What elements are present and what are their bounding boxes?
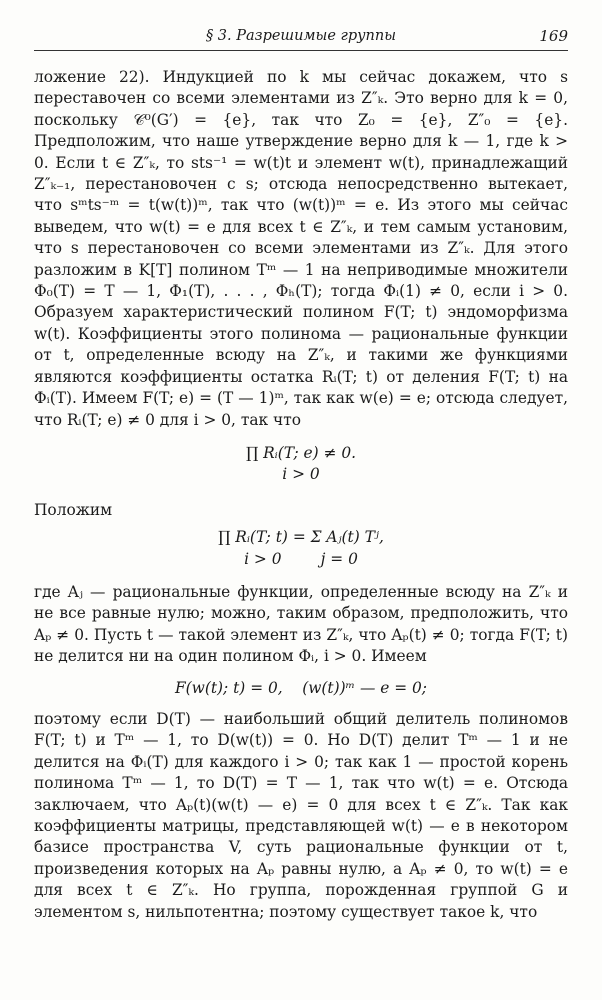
label-polozhim: Положим bbox=[34, 500, 113, 519]
paragraph-2: где Aⱼ — рациональные функции, определенные всюду на Z″ₖ и не все равные нулю; можно, таким образом, предположить, что Aₚ ≠ 0. Пусть t — такой элемент из Z″ₖ, что Aₚ(t) ≠ 0; тогда F(T; t) не делится ни на один полином Φᵢ, i > 0. Имеем bbox=[34, 582, 568, 666]
page-number: 169 bbox=[539, 27, 568, 45]
running-header bbox=[34, 20, 568, 50]
paragraph-3: поэтому если D(T) — наибольший общий делитель полиномов F(T; t) и Tᵐ — 1, то D(w(t)) = 0. Но D(T) делит Tᵐ — 1 и не делится на Φᵢ(T) для каждого i > 0; так как 1 — простой корень полинома Tᵐ — 1, то D(T) = T — 1, так что w(t) = e. Отсюда заключаем, что Aₚ(t)(w(t) — e) = 0 для всех t ∈ Z″ₖ. Так как коэффициенты матрицы, представляющей w(t) — e в некотором базисе пространства V, суть рациональные функции от t, произведения которых на Aₚ равны нулю, а Aₚ ≠ 0, то w(t) = e для всех t ∈ Z″ₖ. Но группа, порожденная группой G и элементом s, нильпотентна; поэтому существует такое k, что bbox=[34, 709, 568, 921]
formula-product-nonzero: ∏ Rᵢ(T; e) ≠ 0. i > 0 bbox=[245, 443, 357, 484]
section-title: § 3. Разрешимые группы bbox=[205, 28, 397, 44]
paragraph-1: ложение 22). Индукцией по k мы сейчас докажем, что s переставочен со всеми элементами из Z″ₖ. Это верно для k = 0, поскольку 𝒞⁰(G′) = {e}, так что Z₀ = {e}, Z″₀ = {e}. Предположим, что наше утверждение верно для k — 1, где k > 0. Если t ∈ Z″ₖ, то sts⁻¹ = w(t)t и элемент w(t), принадлежащий Z″ₖ₋₁, перестановочен с s; отсюда непосредственно вытекает, что sᵐts⁻ᵐ = t(w(t))ᵐ, так что (w(t))ᵐ = e. Из этого мы сейчас выведем, что w(t) = e для всех t ∈ Z″ₖ, и тем самым установим, что s перестановочен со всеми элементами из Z″ₖ. Для этого разложим в K[T] полином Tᵐ — 1 на неприводимые множители Φ₀(T) = T — 1, Φ₁(T), . . . , Φₕ(T); тогда Φᵢ(1) ≠ 0, если i > 0. Образуем характеристический полином F(T; t) эндоморфизма w(t). Коэффициенты этого полинома — рациональные функции от t, определенные всюду на Z″ₖ, и такими же функциями являются коэффициенты остатка Rᵢ(T; t) от деления F(T; t) на Φᵢ(T). Имеем F(T; e) = (T — 1)ᵐ, так как w(e) = e; отсюда следует, что Rᵢ(T; e) ≠ 0 для i > 0, так что bbox=[34, 68, 568, 429]
book-page bbox=[34, 20, 568, 980]
page-body bbox=[34, 67, 568, 923]
formula-w-equations: F(w(t); t) = 0, (w(t))ᵐ — e = 0; bbox=[174, 678, 427, 697]
header-rule bbox=[34, 50, 568, 51]
formula-product-sum: ∏ Rᵢ(T; t) = Σ Aⱼ(t) Tʲ, i > 0 j = 0 bbox=[218, 528, 384, 568]
